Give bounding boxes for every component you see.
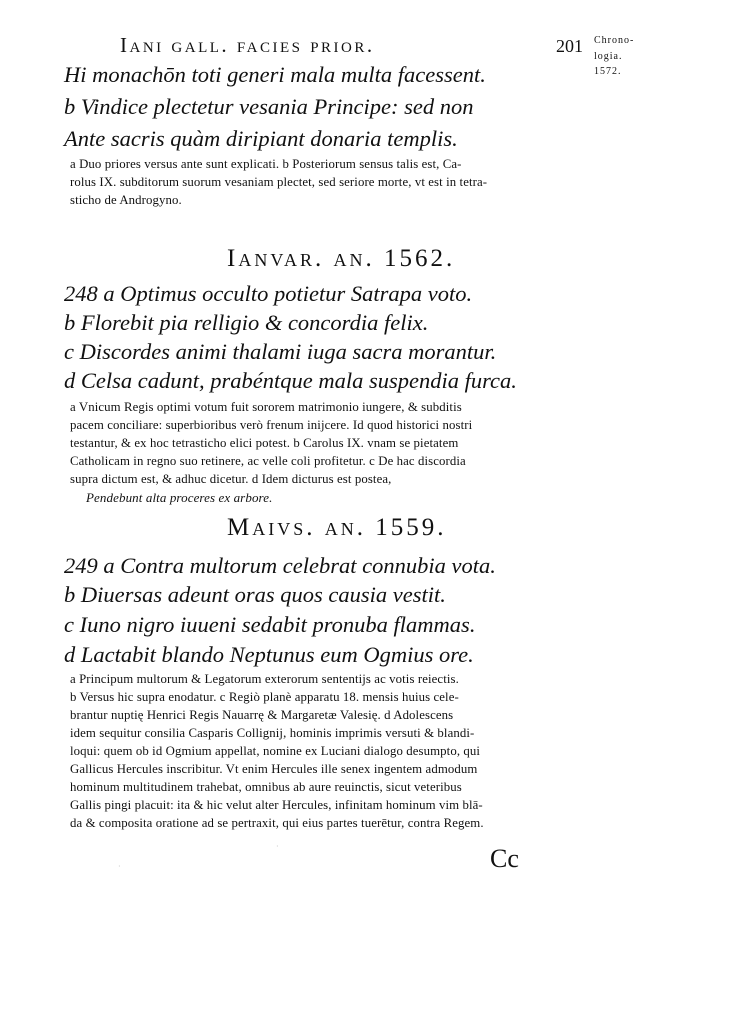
- section-heading: Maivs. an. 1559.: [227, 514, 447, 541]
- commentary-line: Catholicam in regno suo retinere, ac velle coli profitetur. c De hac discordia: [70, 454, 466, 468]
- commentary-line: pacem conciliare: superbioribus verò frenum inijcere. Id quod historici nostri: [70, 418, 473, 432]
- verse-line: b Diuersas adeunt oras quos causia vestit.: [64, 582, 446, 607]
- commentary-line: Gallis pingi placuit: ita & hic velut alter Hercules, infinitam hominum vim blā-: [70, 798, 483, 812]
- verse-line: Ante sacris quàm diripiant donaria templis.: [64, 126, 458, 151]
- margin-note-line: logia.: [594, 51, 623, 62]
- quoted-verse: Pendebunt alta proceres ex arbore.: [86, 490, 273, 505]
- page-number: 201: [556, 36, 583, 56]
- commentary-line: b Versus hic supra enodatur. c Regiò planè apparatu 18. mensis huius cele-: [70, 690, 459, 704]
- verse-line: b Vindice plectetur vesania Principe: sed non: [64, 94, 474, 119]
- commentary-line: testantur, & ex hoc tetrasticho elici potest. b Carolus IX. vnam se pietatem: [70, 436, 459, 450]
- verse-line: Hi monachōn toti generi mala multa facessent.: [64, 62, 486, 87]
- commentary-line: hominum multitudinem trahebat, omnibus ab aure reuinctis, sicut veteribus: [70, 780, 462, 794]
- commentary-line: a Principum multorum & Legatorum exterorum sententijs ac votis reiectis.: [70, 672, 459, 686]
- commentary-line: Gallicus Hercules inscribitur. Vt enim Hercules ille senex ingentem admodum: [70, 762, 478, 776]
- margin-note-line: Chrono-: [594, 35, 635, 46]
- section-heading: Ianvar. an. 1562.: [227, 245, 456, 272]
- commentary-line: loqui: quem ob id Ogmium appellat, nomine ex Luciani dialogo desumpto, qui: [70, 744, 481, 758]
- commentary-line: supra dictum est, & adhuc dicetur. d Idem dicturus est postea,: [70, 472, 392, 486]
- verse-line: 249 a Contra multorum celebrat connubia vota.: [64, 553, 496, 578]
- verse-line: d Lactabit blando Neptunus eum Ogmius ore.: [64, 642, 474, 667]
- commentary-line: da & composita oratione ad se pertraxit, qui eius partes tuerētur, contra Regem.: [70, 816, 484, 830]
- verse-line: c Iuno nigro iuueni sedabit pronuba flammas.: [64, 612, 476, 637]
- catchword: Cc: [490, 844, 519, 873]
- commentary-line: rolus IX. subditorum suorum vesaniam plectet, sed seriore morte, vt est in tetra-: [70, 175, 488, 189]
- verse-line: 248 a Optimus occulto potietur Satrapa voto.: [64, 281, 473, 306]
- running-head: Iani gall. facies prior.: [120, 33, 375, 57]
- verse-line: c Discordes animi thalami iuga sacra morantur.: [64, 339, 497, 364]
- margin-note-line: 1572.: [594, 66, 622, 77]
- commentary-line: a Duo priores versus ante sunt explicati. b Posteriorum sensus talis est, Ca-: [70, 157, 462, 171]
- ink-speck: ·: [276, 842, 279, 851]
- commentary-line: brantur nuptię Henrici Regis Nauarrę & Margaretæ Valesię. d Adolescens: [70, 708, 454, 722]
- verse-line: b Florebit pia relligio & concordia felix.: [64, 310, 429, 335]
- commentary-line: a Vnicum Regis optimi votum fuit sororem matrimonio iungere, & subditis: [70, 400, 462, 414]
- commentary-line: idem sequitur consilia Casparis Collignij, hominis imprimis versuti & blandi-: [70, 726, 475, 740]
- verse-line: d Celsa cadunt, prabéntque mala suspendia furca.: [64, 368, 517, 393]
- ink-speck: ·: [118, 862, 121, 871]
- commentary-line: sticho de Androgyno.: [70, 193, 182, 207]
